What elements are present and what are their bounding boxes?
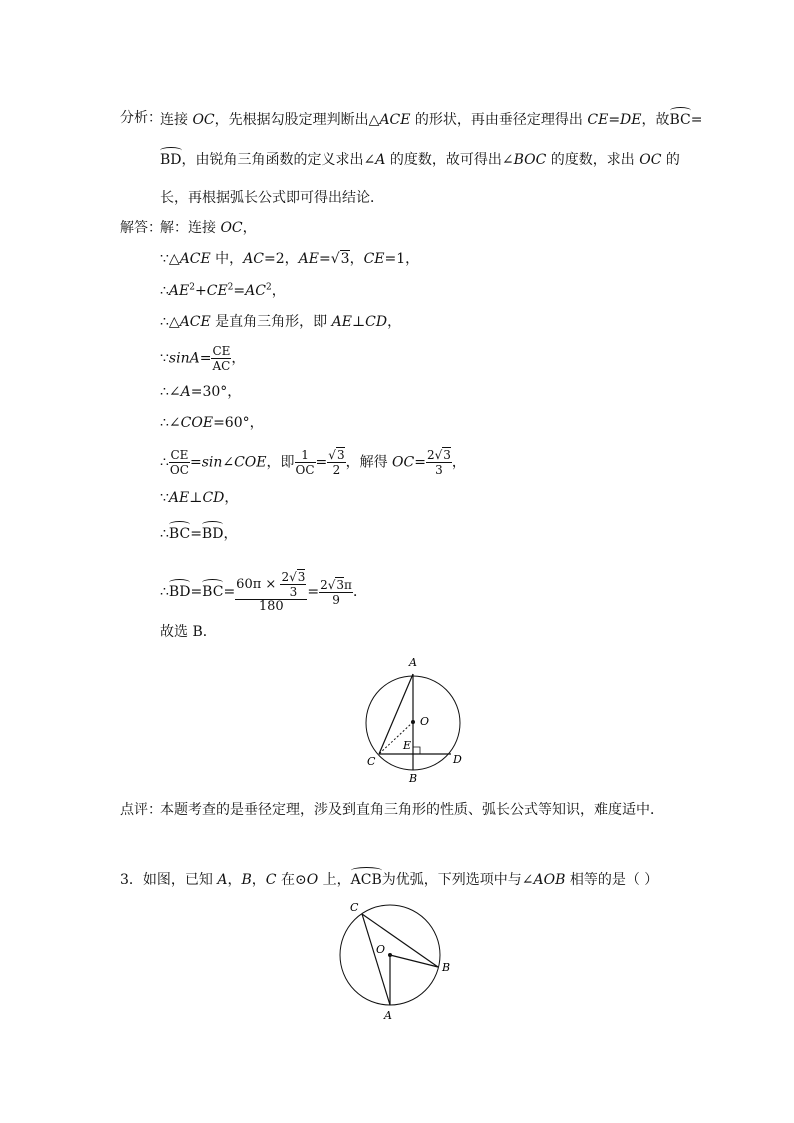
figure-circle-1: [355, 650, 485, 790]
analysis-label: 分析：: [120, 110, 162, 126]
fraction-ce-oc: $\frac{CE}{OC}$: [169, 448, 189, 477]
comment-label: 点评：: [120, 802, 162, 818]
fraction-sqrt3-2: $\frac{√3}{2}$: [328, 448, 345, 477]
label-c: C: [367, 755, 376, 768]
label-c2: C: [350, 901, 359, 914]
label-a2: A: [384, 1009, 392, 1022]
label-o: O: [420, 715, 430, 728]
fraction-2sqrt3-3: $\frac{2√3}{3}$: [426, 448, 451, 477]
question-3: 3．如图，已知 A，B，C 在⊙O 上，ACB为优弧，下列选项中与∠AOB 相等的是（ ）: [120, 872, 659, 888]
fraction-ce-ac: $\frac{CE}{AC}$: [212, 344, 231, 373]
segment-cb: [362, 914, 438, 967]
label-b: B: [409, 772, 418, 785]
analysis-line-3: 长，再根据弧长公式即可得出结论．: [160, 190, 384, 206]
analysis-line-1: 连接 OC，先根据勾股定理判断出△ACE 的形状，再由垂径定理得出 CE=DE，故BC=: [160, 112, 703, 128]
figure-circle-2: [330, 895, 460, 1025]
segment-ob: [390, 955, 438, 967]
answer-step-0: 解：连接 OC，: [160, 220, 257, 236]
arc-bc: BC: [669, 112, 691, 128]
answer-step-10: ∴BD=BC= 60π × $\frac{2√3}{3}$ 180 = $\frac{2√3\pi}{9}$ ．: [160, 570, 367, 614]
fraction-result: $\frac{2√3\pi}{9}$: [320, 577, 352, 607]
label-b2: B: [442, 961, 451, 974]
analysis-line-2: BD，由锐角三角函数的定义求出∠A 的度数，故可得出∠BOC 的度数，求出 OC 的: [160, 152, 680, 168]
answer-step-4: ∵sinA= $\frac{CE}{AC}$ ，: [160, 344, 246, 373]
answer-step-7: ∴ $\frac{CE}{OC}$ =sin∠COE，即 $\frac{1}{OC}$ = $\frac{√3}{2}$ ，解得 OC= $\frac{2√3}{3}$ ，: [160, 448, 466, 477]
fraction-arc-length: 60π × $\frac{2√3}{3}$ 180: [236, 570, 306, 614]
label-a: A: [409, 656, 417, 669]
answer-label: 解答：: [120, 220, 162, 236]
answer-step-2: $\therefore AE^2+CE^2=AC^2$，: [160, 282, 286, 299]
segment-ca: [362, 914, 390, 1005]
label-o2: O: [376, 943, 386, 956]
arc-acb: ACB: [350, 872, 382, 888]
answer-conclusion: 故选 B．: [160, 624, 217, 640]
answer-step-9: ∴BC=BD，: [160, 526, 238, 542]
label-d: D: [453, 753, 462, 766]
label-e: E: [403, 739, 412, 752]
answer-step-6: ∴∠COE=60°，: [160, 415, 264, 431]
answer-step-5: ∴∠A=30°，: [160, 384, 242, 400]
center-point-o: [411, 720, 415, 724]
answer-step-1: ∵△ACE 中，AC=2，AE=√3，CE=1，: [160, 251, 420, 267]
answer-step-8: ∵AE⊥CD，: [160, 490, 239, 506]
right-angle-mark: [413, 747, 420, 754]
arc-bd: BD: [160, 152, 182, 168]
answer-step-3: ∴△ACE 是直角三角形，即 AE⊥CD，: [160, 314, 402, 330]
center-point-o2: [388, 953, 392, 957]
comment-text: 本题考查的是垂径定理，涉及到直角三角形的性质、弧长公式等知识，难度适中．: [160, 802, 664, 818]
fraction-1-oc: $\frac{1}{OC}$: [295, 448, 315, 477]
